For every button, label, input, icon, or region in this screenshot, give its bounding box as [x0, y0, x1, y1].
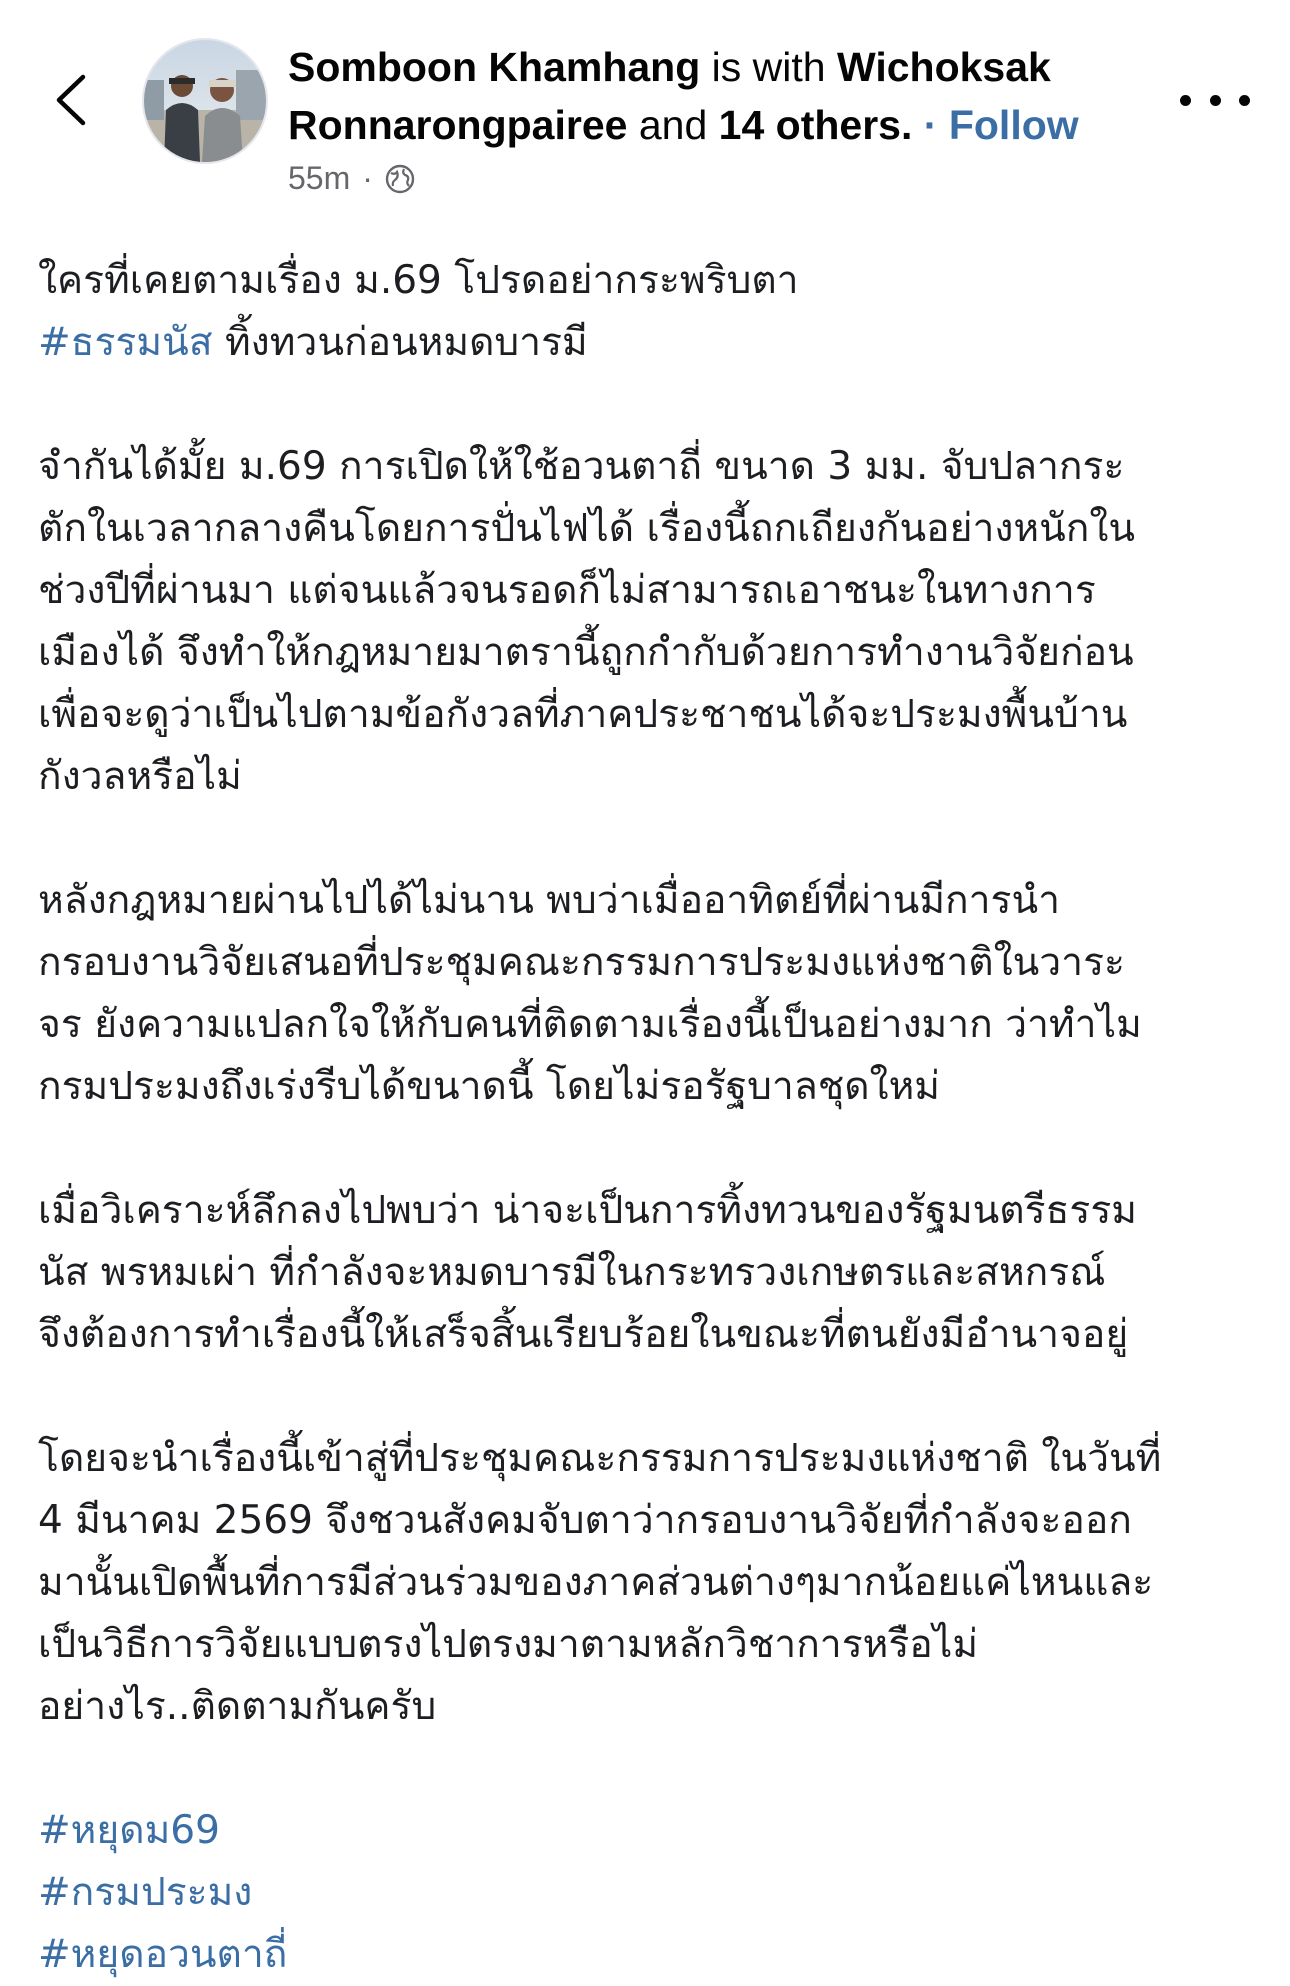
post-line: กรมประมงถึงเร่งรีบได้ขนาดนี้ โดยไม่รอรัฐบาลชุดใหม่	[38, 1064, 940, 1109]
post-line: กังวลหรือไม่	[38, 754, 242, 799]
post-paragraph	[38, 250, 1253, 374]
post-line	[38, 312, 1253, 374]
post-line: จำกันได้มั้ย ม.69 การเปิดให้ใช้อวนตาถี่ ขนาด 3 มม. จับปลากระ	[38, 444, 1125, 489]
timestamp[interactable]: 55m	[288, 160, 351, 196]
post-paragraph	[38, 1428, 1253, 1738]
post-line: ตักในเวลากลางคืนโดยการปั่นไฟได้ เรื่องนี้ถกเถียงกันอย่างหนักใน	[38, 506, 1136, 551]
post-line: กรอบงานวิจัยเสนอที่ประชุมคณะกรรมการประมงแห่งชาติในวาระ	[38, 940, 1125, 985]
post-line: จร ยังความแปลกใจให้กับคนที่ติดตามเรื่องนี้เป็นอย่างมาก ว่าทำไม	[38, 1002, 1142, 1047]
hashtag-link[interactable]: #กรมประมง	[38, 1870, 253, 1915]
hashtag-list	[38, 1800, 1253, 1986]
post-line: 4 มีนาคม 2569 จึงชวนสังคมจับตาว่ากรอบงานวิจัยที่กำลังจะออก	[38, 1498, 1132, 1543]
dot	[1180, 95, 1191, 106]
post-line: เมื่อวิเคราะห์ลึกลงไปพบว่า น่าจะเป็นการทิ้งทวนของรัฐมนตรีธรรม	[38, 1188, 1137, 1233]
dot	[1239, 95, 1250, 106]
post-line: ใครที่เคยตามเรื่อง ม.69 โปรดอย่ากระพริบตา	[38, 258, 799, 303]
post-meta	[288, 160, 1168, 197]
globe-icon	[385, 164, 415, 194]
author-line	[288, 38, 1168, 96]
post-line: จึงต้องการทำเรื่องนี้ให้เสร็จสิ้นเรียบร้อยในขณะที่ตนยังมีอำนาจอยู่	[38, 1312, 1129, 1357]
post-line: นัส พรหมเผ่า ที่กำลังจะหมดบารมีในกระทรวงเกษตรและสหกรณ์	[38, 1250, 1106, 1295]
separator-dot: ·	[923, 102, 938, 148]
post-line: หลังกฎหมายผ่านไปได้ไม่นาน พบว่าเมื่ออาทิตย์ที่ผ่านมีการนำ	[38, 878, 1061, 923]
more-options-button[interactable]	[1180, 80, 1250, 120]
post-paragraph	[38, 436, 1253, 808]
post-line: เมืองได้ จึงทำให้กฎหมายมาตรานี้ถูกกำกับด้วยการทำงานวิจัยก่อน	[38, 630, 1134, 675]
post-text	[38, 250, 1253, 1986]
meta-separator: ·	[362, 160, 373, 196]
back-button[interactable]	[40, 60, 100, 140]
others-link[interactable]: 14 others.	[718, 102, 913, 148]
avatar-photo	[144, 40, 266, 162]
post-paragraph	[38, 1180, 1253, 1366]
author-block	[288, 38, 1168, 197]
post-line: มานั้นเปิดพื้นที่การมีส่วนร่วมของภาคส่วนต่างๆมากน้อยแค่ไหนและ	[38, 1560, 1154, 1605]
hashtag-link[interactable]: #หยุดม69	[38, 1808, 220, 1853]
follow-button[interactable]: Follow	[948, 102, 1079, 148]
post-paragraph	[38, 870, 1253, 1118]
tagged-name-last[interactable]: Ronnarongpairee	[288, 102, 628, 148]
post-line: ช่วงปีที่ผ่านมา แต่จนแล้วจนรอดก็ไม่สามารถเอาชนะในทางการ	[38, 568, 1096, 613]
hashtag-link[interactable]: #หยุดอวนตาถี่	[38, 1932, 288, 1977]
and-text: and	[638, 102, 708, 148]
post-line: เป็นวิธีการวิจัยแบบตรงไปตรงมาตามหลักวิชาการหรือไม่	[38, 1622, 979, 1667]
author-name[interactable]: Somboon Khamhang	[288, 44, 701, 90]
hashtag-link[interactable]: #ธรรมนัส	[38, 320, 213, 365]
post-line: อย่างไร..ติดตามกันครับ	[38, 1684, 437, 1729]
with-text: is with	[711, 44, 826, 90]
post-line: โดยจะนำเรื่องนี้เข้าสู่ที่ประชุมคณะกรรมการประมงแห่งชาติ ในวันที่	[38, 1436, 1162, 1481]
dot	[1210, 95, 1221, 106]
tagged-name-first[interactable]: Wichoksak	[837, 44, 1051, 90]
author-line-2	[288, 96, 1168, 154]
post-header	[0, 0, 1290, 210]
post-line-text: ทิ้งทวนก่อนหมดบารมี	[212, 320, 588, 365]
chevron-left-icon	[53, 74, 87, 126]
post-line: เพื่อจะดูว่าเป็นไปตามข้อกังวลที่ภาคประชาชนได้จะประมงพื้นบ้าน	[38, 692, 1128, 737]
avatar[interactable]	[142, 38, 268, 164]
